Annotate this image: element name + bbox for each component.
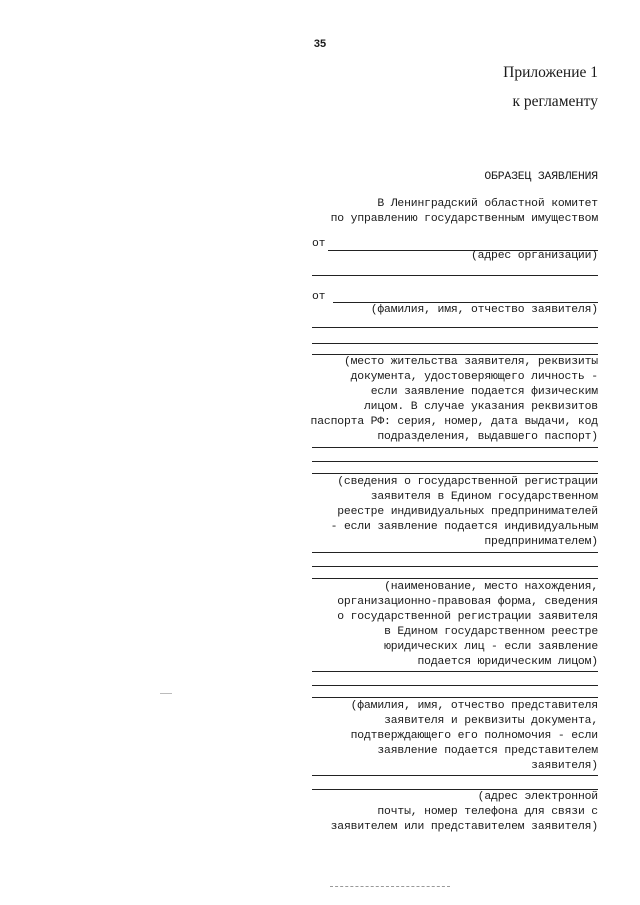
addressee-line-1: В Ленинградский областной комитет (377, 198, 598, 210)
document-title: ОБРАЗЕЦ ЗАЯВЛЕНИЯ (484, 171, 598, 183)
fill-line-residence-2[interactable] (312, 461, 598, 462)
ot-label-2: от (312, 291, 326, 303)
caption-org-address: (адрес организации) (470, 250, 598, 262)
caption-applicant-name: (фамилия, имя, отчество заявителя) (370, 304, 598, 316)
scan-artifact-mark (160, 693, 172, 694)
fill-line-entrepreneur-3[interactable] (312, 578, 598, 579)
scan-artifact-line (330, 886, 450, 887)
fill-line-applicant-2[interactable] (312, 327, 598, 328)
fill-line-entrepreneur-1[interactable] (312, 552, 598, 553)
fill-line-entrepreneur-2[interactable] (312, 566, 598, 567)
fill-line-representative-1[interactable] (312, 775, 598, 776)
caption-representative: (фамилия, имя, отчество представителя заявителя и реквизиты документа, подтверждающего его полномочия - если заявление подается представителем заявителя) (350, 700, 598, 772)
fill-line-org-address-2[interactable] (312, 275, 598, 276)
page-number: 35 (313, 38, 327, 50)
fill-line-legal-entity-2[interactable] (312, 685, 598, 686)
caption-legal-entity: (наименование, место нахождения, организационно-правовая форма, сведения о государственной регистрации заявителя в Едином государственном реестре юридических лиц - если заявление подается юридическим лицом) (337, 581, 598, 668)
caption-contacts: (адрес электронной почты, номер телефона для связи с заявителем или представителем заявителя) (330, 791, 598, 833)
fill-line-legal-entity-3[interactable] (312, 697, 598, 698)
appendix-line-1: Приложение 1 (503, 64, 598, 81)
addressee-line-2: по управлению государственным имуществом (330, 213, 598, 225)
fill-line-legal-entity-1[interactable] (312, 671, 598, 672)
fill-line-residence-3[interactable] (312, 473, 598, 474)
ot-label-1: от (312, 238, 326, 250)
fill-line-applicant-3[interactable] (312, 343, 598, 344)
fill-line-residence-1[interactable] (312, 447, 598, 448)
caption-residence: (место жительства заявителя, реквизиты документа, удостоверяющего личность - если заявление подается физическим лицом. В случае указания реквизитов паспорта РФ: серия, номер, дата выдачи, код подразделения, выдавшего паспорт) (310, 356, 598, 443)
addressee-block (331, 197, 598, 227)
caption-entrepreneur: (сведения о государственной регистрации заявителя в Едином государственном реестре индивидуальных предпринимателей - если заявление подается индивидуальным предпринимателем) (330, 476, 598, 548)
appendix-line-2: к регламенту (512, 93, 598, 110)
